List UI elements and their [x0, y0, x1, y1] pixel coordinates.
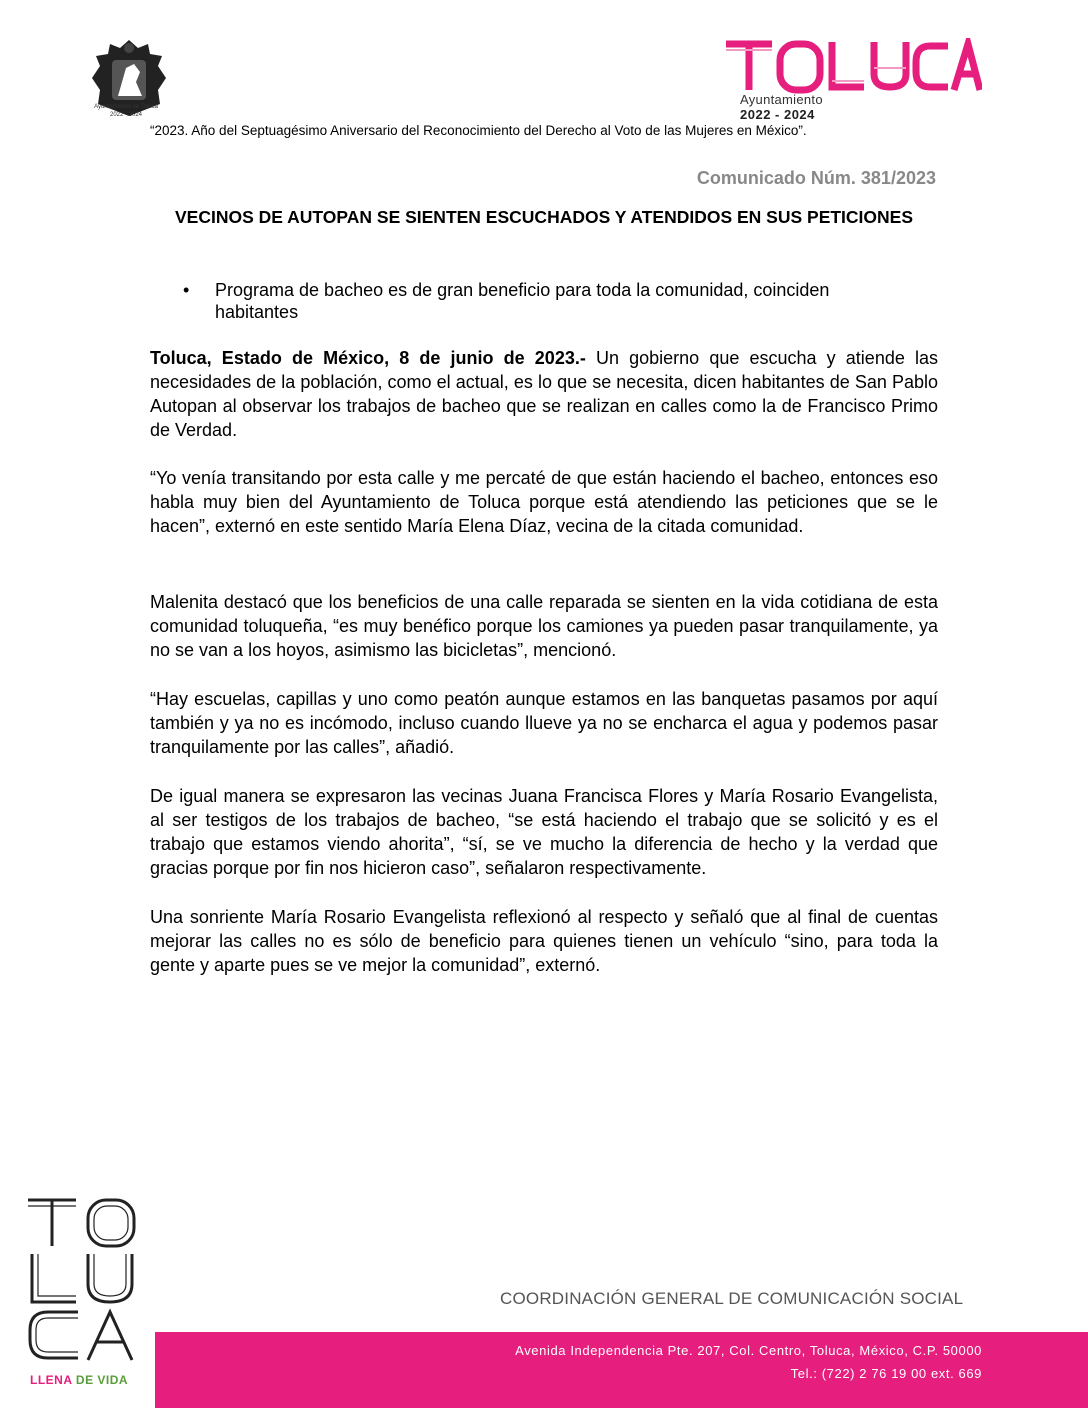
paragraph-2: “Yo venía transitando por esta calle y me percaté de que están haciendo el bacheo, entonces eso habla muy bien del Ayuntamiento de Toluca porque está atendiendo las peticiones que se le hacen”, externó en este sentido María Elena Díaz, vecina de la citada comunidad.	[150, 468, 938, 536]
slogan	[30, 1373, 128, 1387]
bullet-dot: •	[183, 280, 190, 300]
paragraph-6: Una sonriente María Rosario Evangelista reflexionó al respecto y señaló que al final de cuentas mejorar las calles no es sólo de beneficio para quienes tienen un vehículo “sino, para toda la gente y aparte pues se ve mejor la comunidad”, externó.	[150, 907, 938, 975]
seal-caption: Ayuntamiento de Toluca	[94, 104, 158, 110]
coordination-title: COORDINACIÓN GENERAL DE COMUNICACIÓN SOCIAL	[500, 1289, 964, 1308]
slogan-part1: LLENA	[30, 1373, 73, 1387]
paragraph-4: “Hay escuelas, capillas y uno como peatón aunque estamos en las banquetas pasamos por aquí también y ya no es incómodo, incluso cuando llueve ya no se encharca el agua y podemos pasar tranquilamente por las calles”, añadió.	[150, 689, 938, 757]
comunicado-number: Comunicado Núm. 381/2023	[696, 168, 936, 188]
logo-years: 2022 - 2024	[740, 107, 815, 122]
footer-address: Avenida Independencia Pte. 207, Col. Centro, Toluca, México, C.P. 50000	[515, 1343, 982, 1358]
paragraph-5: De igual manera se expresaron las vecinas Juana Francisca Flores y María Rosario Evangelista, al ser testigos de los trabajos de bacheo, “se está haciendo el trabajo que se solicitó y es el trabajo que estamos viendo ahorita”, “sí, se ve mucho la diferencia de hecho y la verdad que gracias porque por fin nos hicieron caso”, señalaron respectivamente.	[150, 786, 938, 878]
headline: VECINOS DE AUTOPAN SE SIENTEN ESCUCHADOS Y ATENDIDOS EN SUS PETICIONES	[174, 207, 914, 227]
year-motto: “2023. Año del Septuagésimo Aniversario del Reconocimiento del Derecho al Voto de las Mujeres en México”.	[150, 123, 807, 138]
paragraph-1-text: Un gobierno que escucha y atiende las necesidades de la población, como el actual, es lo que se necesita, dicen habitantes de San Pablo Autopan al observar los trabajos de bacheo que se realizan en calles como la de Francisco Primo de Verdad.	[150, 348, 938, 440]
toluca-brand-logo	[722, 38, 982, 94]
logo-subtitle: Ayuntamiento	[740, 92, 823, 107]
slogan-part2: DE VIDA	[72, 1373, 129, 1387]
paragraph-1	[150, 346, 938, 442]
summary-bullet: Programa de bacheo es de gran beneficio para toda la comunidad, coinciden habitantes	[215, 280, 830, 322]
paragraph-3: Malenita destacó que los beneficios de una calle reparada se sienten en la vida cotidiana de esta comunidad toluqueña, “es muy benéfico porque los camiones ya pueden pasar tranquilamente, ya no se van a los hoyos, asimismo las bicicletas”, mencionó.	[150, 592, 938, 660]
footer-phone: Tel.: (722) 2 76 19 00 ext. 669	[790, 1366, 982, 1381]
dateline: Toluca, Estado de México, 8 de junio de 2023.-	[150, 348, 586, 368]
seal-years: 2022 - 2024	[109, 112, 143, 118]
toluca-stacked-logo	[24, 1192, 144, 1366]
